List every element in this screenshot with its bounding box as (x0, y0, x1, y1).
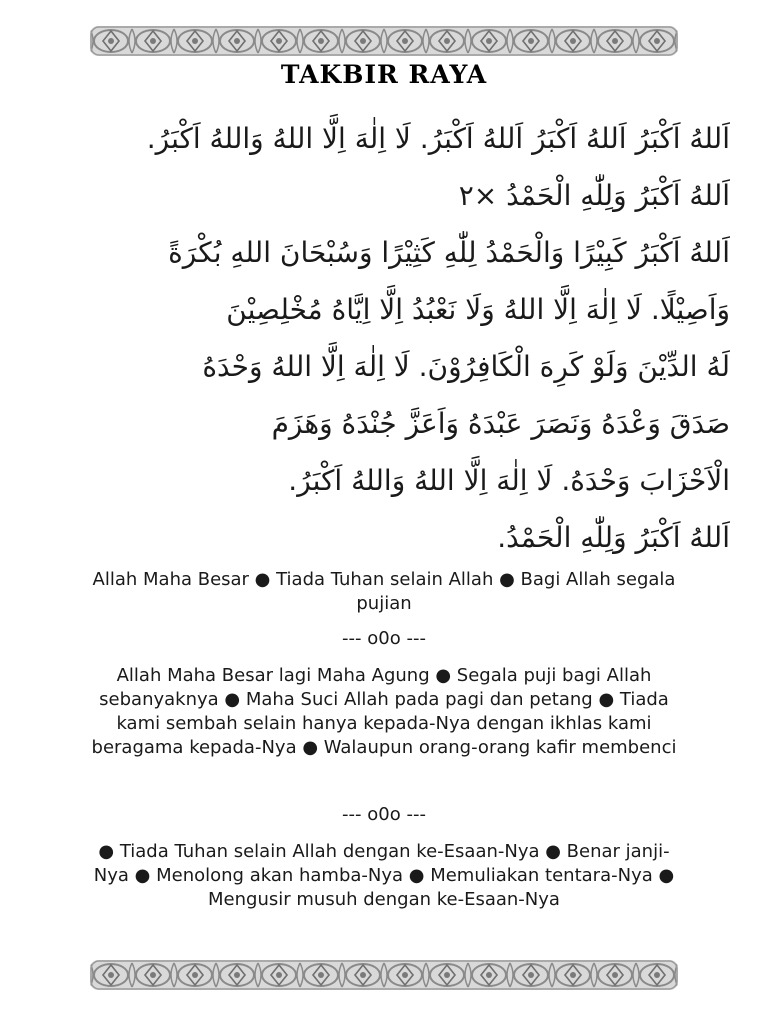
decorative-border-top (90, 26, 678, 56)
ornament-pattern-icon (90, 960, 678, 990)
arabic-line: اَللهُ اَكْبَرُ كَبِيْرًا وَالْحَمْدُ لِلّٰهِ كَثِيْرًا وَسُبْحَانَ اللهِ بُكْرَةً (168, 236, 730, 269)
arabic-line: وَاَصِيْلًا. لَا اِلٰهَ اِلَّا اللهُ وَلَا نَعْبُدُ اِلَّا اِيَّاهُ مُخْلِصِيْنَ (226, 293, 730, 326)
arabic-line: صَدَقَ وَعْدَهُ وَنَصَرَ عَبْدَهُ وَاَعَزَّ جُنْدَهُ وَهَزَمَ (271, 407, 730, 440)
ornament-pattern-icon (90, 26, 678, 56)
arabic-line: لَهُ الدِّيْنَ وَلَوْ كَرِهَ الْكَافِرُوْنَ. لَا اِلٰهَ اِلَّا اللهُ وَحْدَهُ (202, 350, 730, 383)
arabic-line: اَللهُ اَكْبَرُ وَلِلّٰهِ الْحَمْدُ. (497, 521, 730, 554)
translation-paragraph: ● Tiada Tuhan selain Allah dengan ke-Esaan-Nya ● Benar janji-Nya ● Menolong akan hamba-Nya ● Memuliakan tentara-Nya ● Mengusir musuh dengan ke-Esaan-Nya (93, 841, 675, 910)
section-separator: --- o0o --- (342, 804, 426, 825)
arabic-line: اَللهُ اَكْبَرُ اَللهُ اَكْبَرُ اَللهُ اَكْبَرُ. لَا اِلٰهَ اِلَّا اللهُ وَاللهُ اَكْبَرُ. (146, 122, 730, 155)
arabic-line: اَللهُ اَكْبَرُ وَلِلّٰهِ الْحَمْدُ ×٢ (458, 179, 730, 212)
section-separator: --- o0o --- (342, 628, 426, 649)
translation-paragraph: Allah Maha Besar ● Tiada Tuhan selain Allah ● Bagi Allah segala pujian (92, 569, 676, 614)
page-title: TAKBIR RAYA (280, 60, 488, 89)
arabic-text-block (40, 110, 730, 566)
translation-paragraph: Allah Maha Besar lagi Maha Agung ● Segala puji bagi Allah sebanyaknya ● Maha Suci Allah pada pagi dan petang ● Tiada kami sembah selain hanya kepada-Nya dengan ikhlas kami beragama kepada-Nya ● Walaupun orang-orang kafir membenci (91, 665, 677, 758)
arabic-line: الْاَحْزَابَ وَحْدَهُ. لَا اِلٰهَ اِلَّا اللهُ وَاللهُ اَكْبَرُ. (288, 464, 730, 497)
decorative-border-bottom (90, 960, 678, 990)
